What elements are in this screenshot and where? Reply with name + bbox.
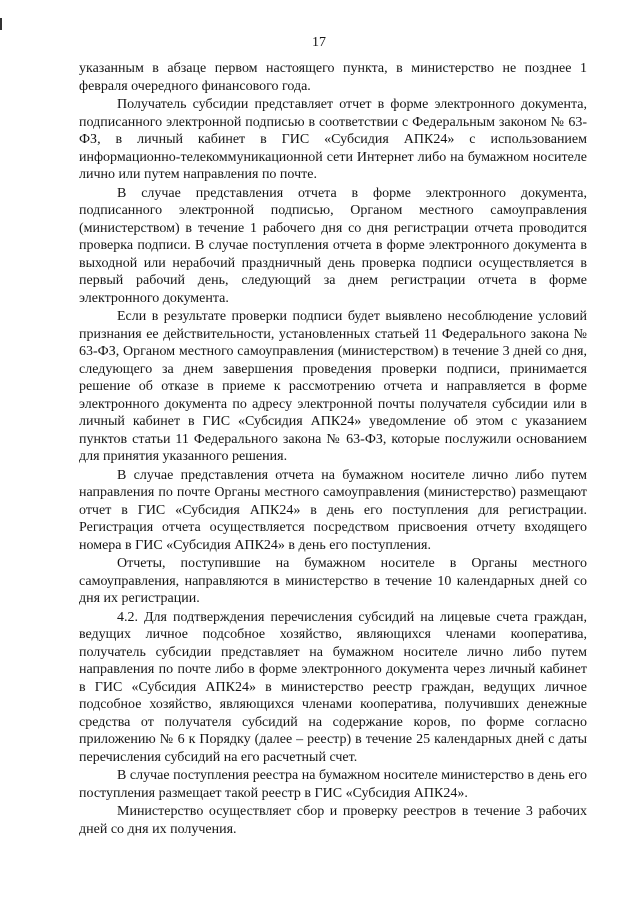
paragraph-electronic-signature-check: В случае представления отчета в форме электронного документа, подписанного электронной подписью, Органом местного самоуправления (министерством) в течение 1 рабочего дня со дня регистрации отчета проводится проверка подписи. В случае поступления отчета в форме электронного документа в выходной или нерабочий праздничный день проверка подписи осуществляется в первый рабочий день, следующий за днем регистрации отчета в форме электронного документа.: [79, 185, 587, 306]
paragraph-report-submission: Получатель субсидии представляет отчет в форме электронного документа, подписанного электронной подписью в соответствии с Федеральным законом № 63-ФЗ, в личный кабинет в ГИС «Субсидия АПК24» с использованием информационно-телекоммуникационной сети Интернет либо на бумажном носителе лично или путем направления по почте.: [79, 97, 587, 182]
paragraph-registry-paper: В случае поступления реестра на бумажном носителе министерство в день его поступления размещает такой реестр в ГИС «Субсидия АПК24».: [79, 768, 587, 801]
paragraph-reports-forwarding: Отчеты, поступившие на бумажном носителе в Органы местного самоуправления, направляются в министерство в течение 10 календарных дней со дня их регистрации.: [79, 556, 587, 606]
page-number: 17: [312, 35, 326, 50]
paragraph-continuation: указанным в абзаце первом настоящего пункта, в министерство не позднее 1 февраля очередного финансового года.: [79, 61, 587, 94]
paragraph-signature-invalid: Если в результате проверки подписи будет выявлено несоблюдение условий признания ее действительности, установленных статьей 11 Федерального закона № 63-ФЗ, Органом местного самоуправления (министерством) в течение 3 дней со дня, следующего за днем завершения проведения проверки подписи, принимается решение об отказе в приеме к рассмотрению отчета и направляется в форме электронного документа по адресу электронной почты получателя субсидии или в личный кабинет в ГИС «Субсидия АПК24» уведомление об этом с указанием пунктов статьи 11 Федерального закона № 63-ФЗ, которые послужили основанием для принятия указанного решения.: [79, 309, 587, 464]
document-body: [79, 60, 587, 838]
paragraph-paper-report: В случае представления отчета на бумажном носителе лично либо путем направления по почте Органы местного самоуправления (министерство) размещают отчет в ГИС «Субсидия АПК24» в день его поступления для регистрации. Регистрация отчета осуществляется посредством присвоения отчету входящего номера в ГИС «Субсидия АПК24» в день его поступления.: [79, 467, 587, 553]
paragraph-registry-check: Министерство осуществляет сбор и проверку реестров в течение 3 рабочих дней со дня их получения.: [79, 804, 587, 837]
paragraph-section-4-2: 4.2. Для подтверждения перечисления субсидий на лицевые счета граждан, ведущих личное подсобное хозяйство, являющихся членами кооператива, получатель субсидии представляет на бумажном носителе лично либо путем направления по почте либо в форме электронного документа через личный кабинет в ГИС «Субсидия АПК24» в министерство реестр граждан, ведущих личное подсобное хозяйство, являющихся членами кооператива, получивших денежные средства от получателя субсидий на содержание коров, по форме согласно приложению № 6 к Порядку (далее – реестр) в течение 25 календарных дней с даты перечисления субсидий на его расчетный счет.: [79, 609, 587, 765]
scan-edge-mark: [0, 18, 2, 30]
